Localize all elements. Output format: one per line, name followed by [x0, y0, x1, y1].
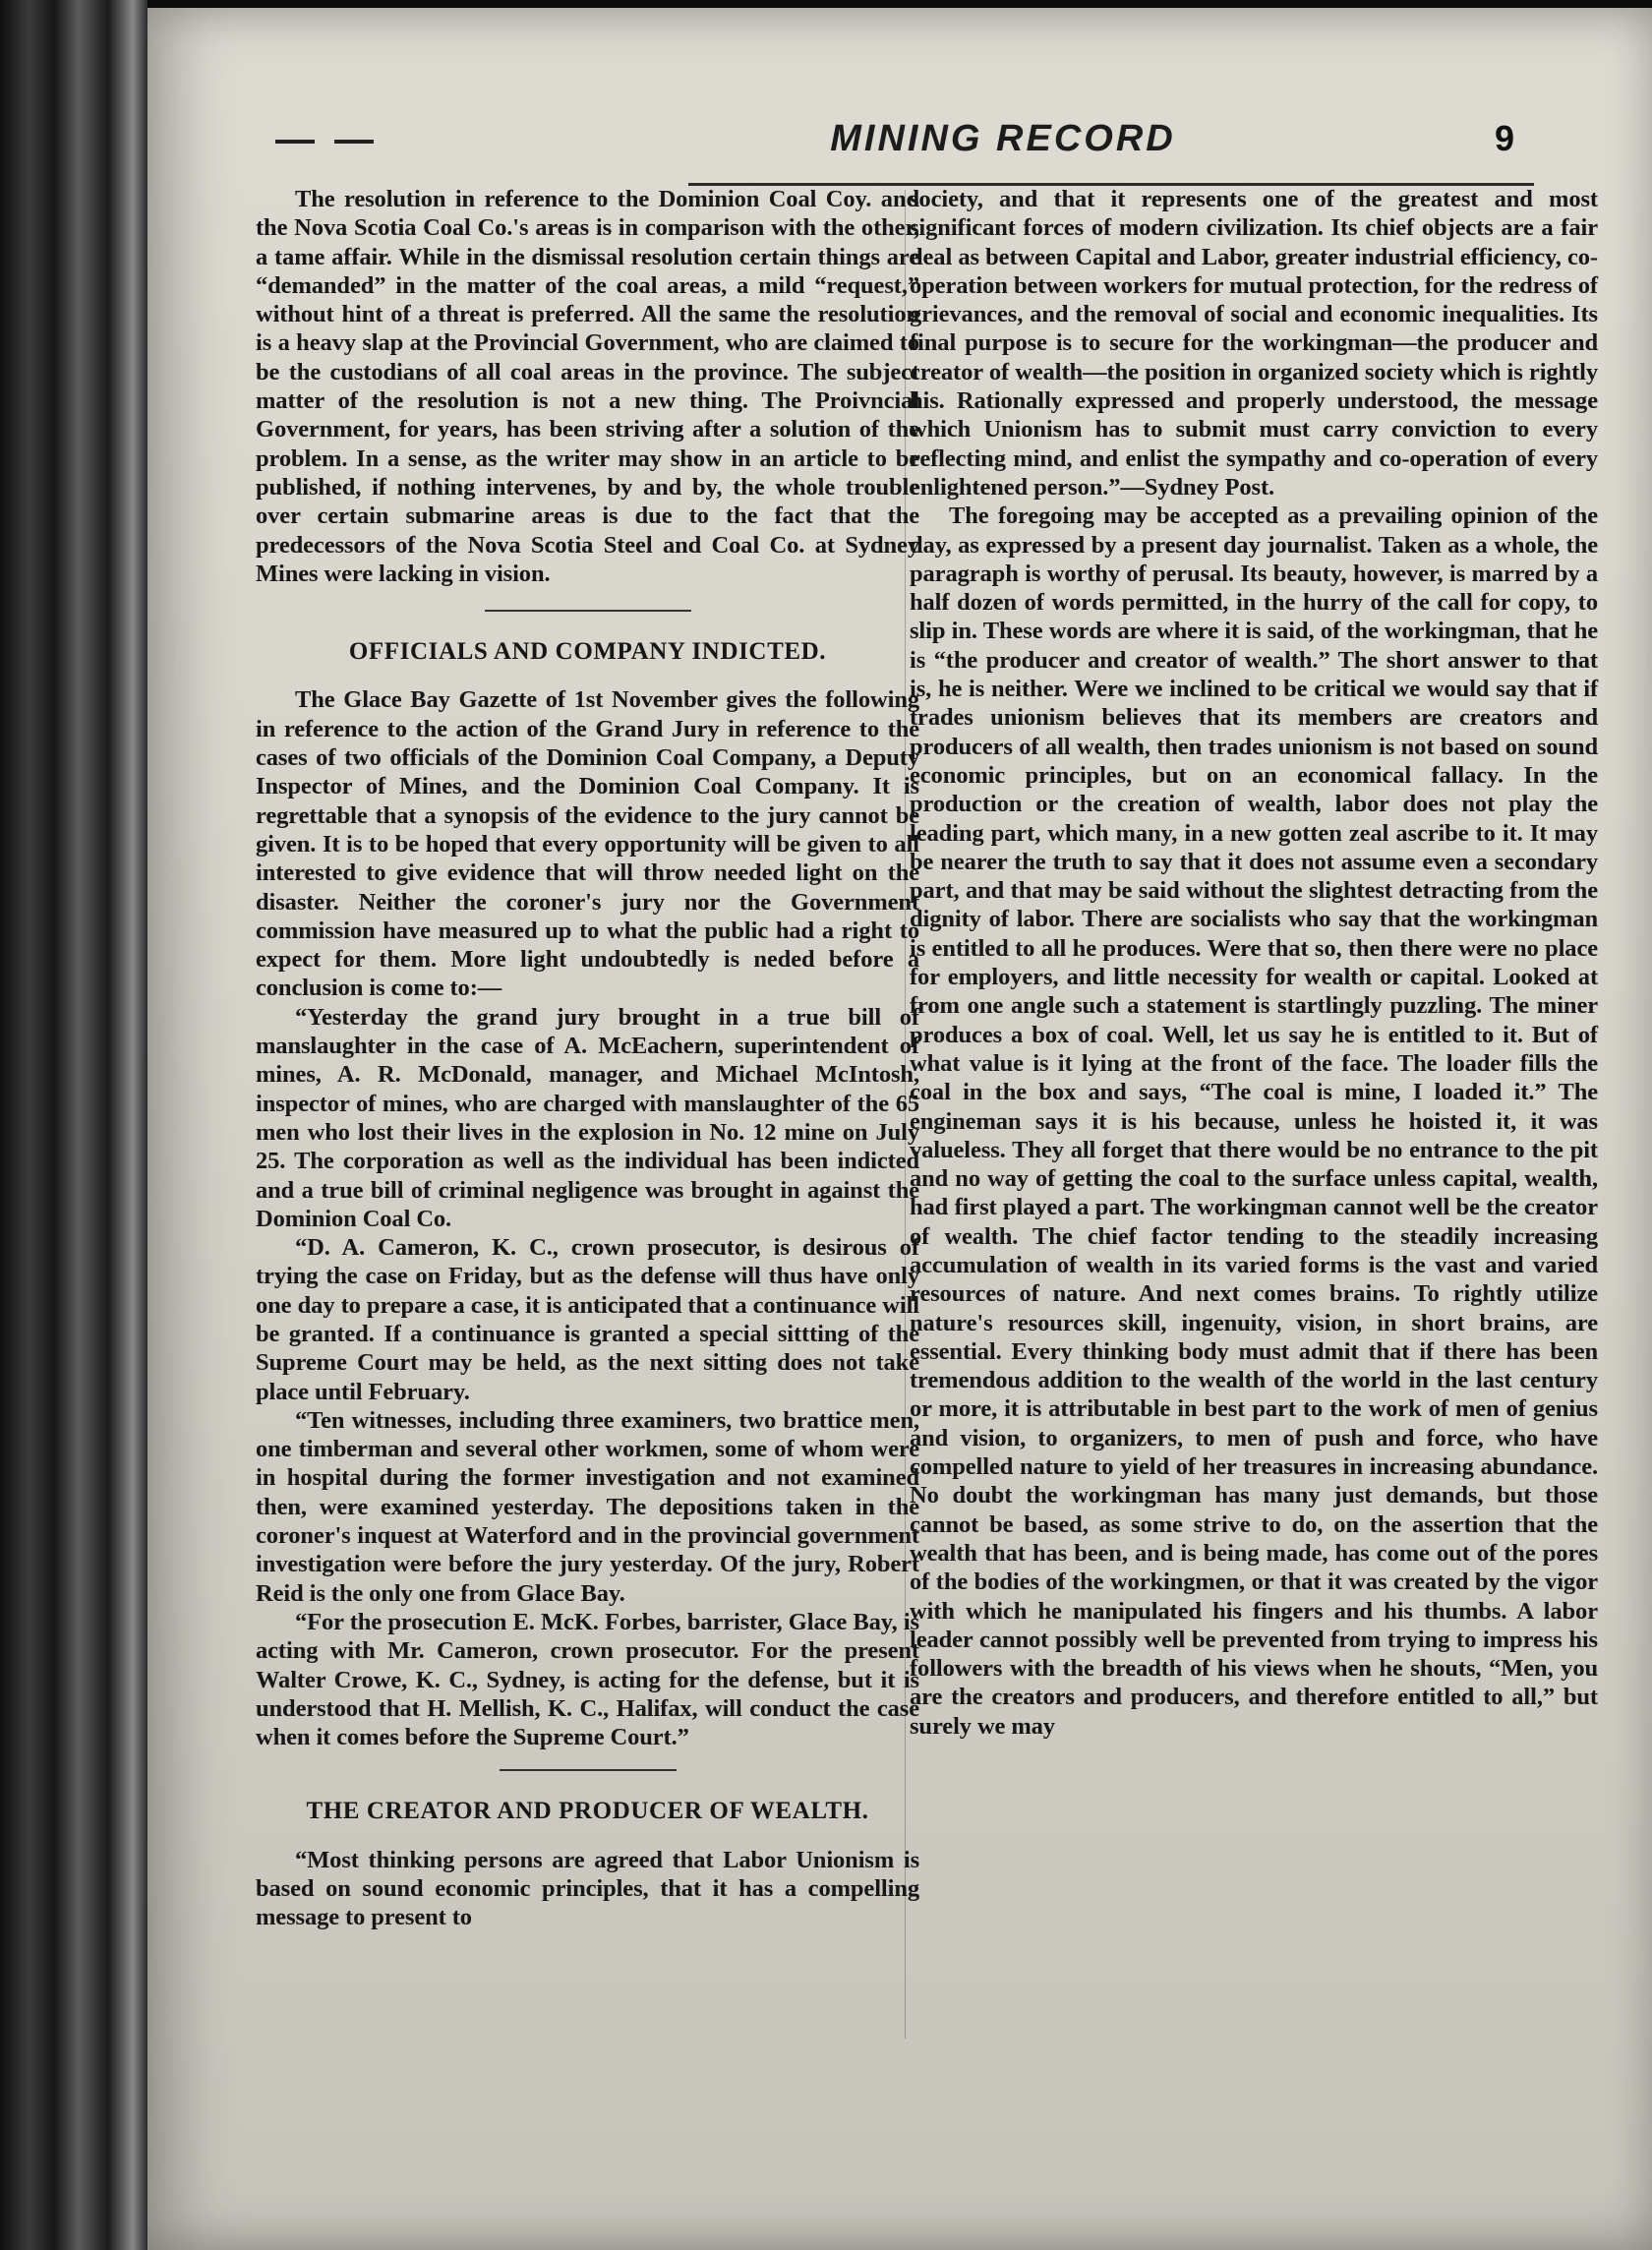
header-dash [334, 140, 374, 144]
section-heading: OFFICIALS AND COMPANY INDICTED. [348, 638, 827, 666]
article-paragraph: society, and that it represents one of the greatest and most significant forces of modern civilization. Its chief objects are a fair deal as between Capital and Labor, greater industrial efficiency, co-operation between workers for mutual protection, for the redress of grievances, and the removal of social and economic inequalities. Its final purpose is to secure for the workingman—the producer and creator of wealth—the position in organized society which is rightly his. Rationally expressed and properly understood, the message which Unionism has to submit must carry conviction to every reflecting mind, and enlist the sympathy and co-operation of every enlightened person.”—Sydney Post. [910, 186, 1598, 501]
left-column [256, 185, 919, 1932]
book-spine [0, 0, 148, 2250]
publication-title: MINING RECORD [830, 118, 1176, 159]
article-paragraph: “For the prosecution E. McK. Forbes, barrister, Glace Bay, is acting with Mr. Cameron, crown prosecutor. For the present Walter Crowe, K. C., Sydney, is acting for the defense, but it is understood that H. Mellish, K. C., Halifax, will conduct the case when it comes before the Supreme Court.” [256, 1608, 919, 1751]
article-paragraph: “Most thinking persons are agreed that Labor Unionism is based on sound economic principles, that it has a compelling message to present to [256, 1846, 919, 1931]
page-number: 9 [1494, 118, 1514, 158]
header-dash [275, 140, 315, 144]
section-heading: THE CREATOR AND PRODUCER OF WEALTH. [306, 1798, 869, 1825]
page-header [275, 118, 1534, 185]
section-divider [485, 610, 691, 612]
magazine-page [148, 8, 1652, 2250]
article-paragraph: The foregoing may be accepted as a prevailing opinion of the day, as expressed by a present day journalist. Taken as a whole, the paragraph is worthy of perusal. Its beauty, however, is marred by a half dozen of words permitted, in the hurry of the call for copy, to slip in. These words are where it is said, of the workingman, that he is “the producer and creator of wealth.” The short answer to that is, he is neither. Were we inclined to be critical we would say that if trades unionism believes that its members are creators and producers of all wealth, then trades unionism is not based on sound economic principles, but on an economical fallacy. In the production or the creation of wealth, labor does not play the leading part, which many, in a new gotten zeal ascribe to it. It may be nearer the truth to say that it does not assume even a secondary part, and that may be said without the slightest detracting from the dignity of labor. There are socialists who say that the workingman is entitled to all he produces. Were that so, then there were no place for employers, and little necessity for wealth or capital. Looked at from one angle such a statement is startlingly puzzling. The miner produces a box of coal. Well, let us say he is entitled to it. But of what value is it lying at the front of the face. The loader fills the coal in the box and says, “The coal is mine, I loaded it.” The engineman says it is his because, unless he hoisted it, it was valueless. They all forget that there would be no entrance to the pit and no way of getting the coal to the surface unless capital, wealth, had first played a part. The workingman cannot well be the creator of wealth. The chief factor tending to the steadily increasing accumulation of wealth in its varied forms is the vast and varied resources of nature. And next comes brains. To rightly utilize nature's resources skill, ingenuity, vision, in short brains, are essential. Every thinking body must admit that if there has been tremendous addition to the wealth of the world in the last century or more, it is attributable in best part to the work of men of genius and vision, to organizers, to men of push and force, who have compelled nature to yield of her treasures in increasing abundance. No doubt the workingman has many just demands, but those cannot be based, as some strive to do, on the assertion that the wealth that has been, and is being made, has come out of the pores of the bodies of the workingmen, or that it was created by the vigor with which he manipulated his fingers and his thumbs. A labor leader cannot possibly well be prevented from trying to impress his followers with the breadth of his views when he shouts, “Men, you are the creators and producers, and therefore entitled to all,” but surely we may [910, 503, 1598, 1740]
article-paragraph: “D. A. Cameron, K. C., crown prosecutor, is desirous of trying the case on Friday, but as the defense will thus have only one day to prepare a case, it is anticipated that a continuance will be granted. If a continuance is granted a special sittting of the Supreme Court may be held, as the next sitting does not take place until February. [256, 1234, 919, 1405]
article-paragraph: The Glace Bay Gazette of 1st November gives the following in reference to the action of the Grand Jury in reference to the cases of two officials of the Dominion Coal Company, a Deputy Inspector of Mines, and the Dominion Coal Company. It is regrettable that a synopsis of the evidence to the jury cannot be given. It is to be hoped that every opportunity will be given to all interested to give evidence that will throw needed light on the disaster. Neither the coroner's jury nor the Government commission have measured up to what the public had a right to expect for them. More light undoubtedly is neded before a conclusion is come to:— [256, 686, 919, 1002]
section-divider [500, 1769, 677, 1771]
article-paragraph: “Yesterday the grand jury brought in a true bill of manslaughter in the case of A. McEachern, superintendent of mines, A. R. McDonald, manager, and Michael McIntosh, inspector of mines, who are charged with manslaughter of the 65 men who lost their lives in the explosion in No. 12 mine on July 25. The corporation as well as the individual has been indicted and a true bill of criminal negligence was brought in against the Dominion Coal Co. [256, 1003, 919, 1232]
article-paragraph: “Ten witnesses, including three examiners, two brattice men, one timberman and several other workmen, some of whom were in hospital during the former investigation and not examined then, were examined yesterday. The depositions taken in the coroner's inquest at Waterford and in the provincial government investigation were before the jury yesterday. Of the jury, Robert Reid is the only one from Glace Bay. [256, 1406, 919, 1607]
article-paragraph: The resolution in reference to the Dominion Coal Coy. and the Nova Scotia Coal Co.'s areas is in comparison with the other, a tame affair. While in the dismissal resolution certain things are “demanded” in the matter of the coal areas, a mild “request,” without hint of a threat is preferred. All the same the resolution is a heavy slap at the Provincial Government, who are claimed to be the custodians of all coal areas in the province. The subject matter of the resolution is not a new thing. The Proivncial Government, for years, has been striving after a solution of the problem. In a sense, as the writer may show in an article to be published, if nothing intervenes, by and by, the whole trouble over certain submarine areas is due to the fact that the predecessors of the Nova Scotia Steel and Coal Co. at Sydney Mines were lacking in vision. [256, 186, 919, 587]
right-column [910, 185, 1598, 1741]
